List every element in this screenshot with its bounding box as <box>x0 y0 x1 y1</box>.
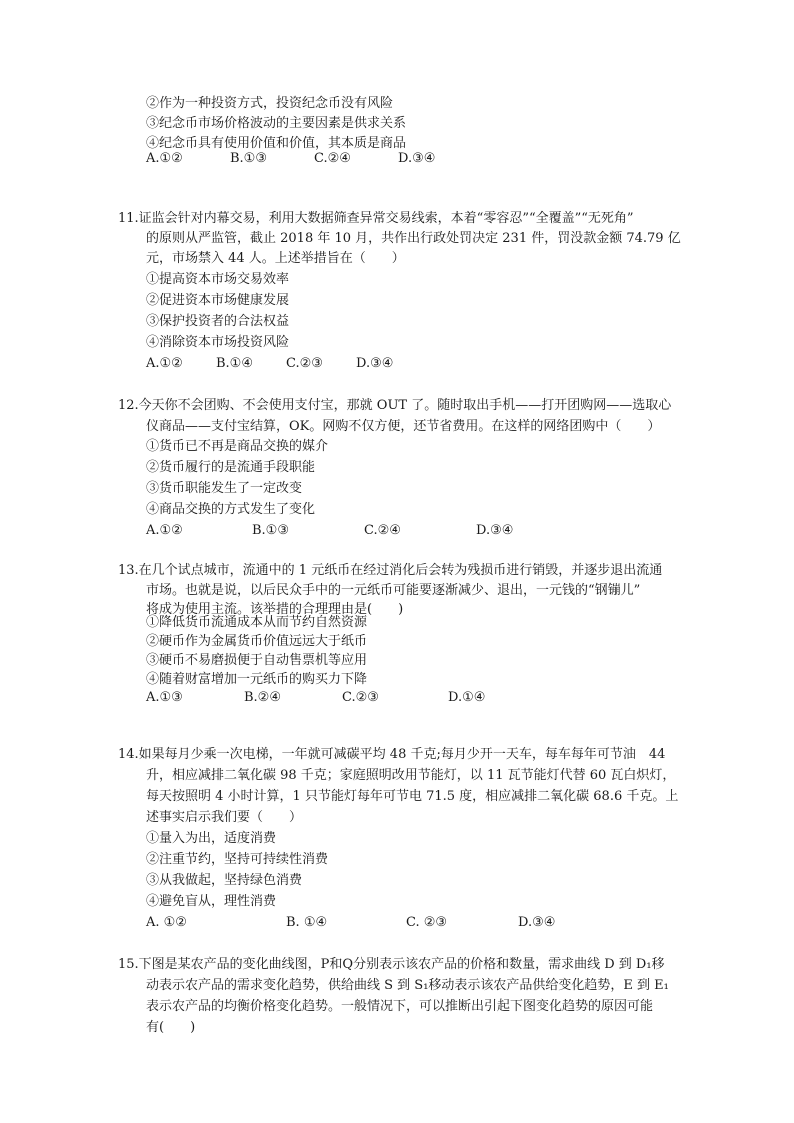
q13-choice-a[interactable]: A.①③ <box>146 690 183 705</box>
q14-option-1: ①量入为出，适度消费 <box>146 831 277 846</box>
q14-stem-line-1: 14.如果每月少乘一次电梯，一年就可减碳平均 48 千克;每月少开一天车，每车每年可节油 44 <box>118 747 666 762</box>
q13-option-3: ③硬币不易磨损便于自动售票机等应用 <box>146 653 368 668</box>
q14-option-3: ③从我做起，坚持绿色消费 <box>146 873 303 888</box>
q14-stem-line-4: 述事实启示我们要（ ） <box>146 810 303 825</box>
q14-stem-line-3: 每天按照明 4 小时计算，1 只节能灯每年可节电 71.5 度，相应减排二氧化碳 68.6 千克。上 <box>146 789 679 804</box>
q14-option-2: ②注重节约，坚持可持续性消费 <box>146 852 329 867</box>
q10-choice-c[interactable]: C.②④ <box>314 151 351 166</box>
q11-choice-d[interactable]: D.③④ <box>356 356 394 371</box>
q11-choice-a[interactable]: A.①② <box>146 356 183 371</box>
q11-choice-c[interactable]: C.②③ <box>286 356 323 371</box>
q13-option-2: ②硬币作为金属货币价值远远大于纸币 <box>146 634 368 649</box>
q12-option-2: ②货币履行的是流通手段职能 <box>146 460 316 475</box>
q12-option-4: ④商品交换的方式发生了变化 <box>146 502 316 517</box>
q12-choice-c[interactable]: C.②④ <box>364 523 401 538</box>
q12-stem-line-2: 仪商品——支付宝结算，OK。网购不仅方便，还节省费用。在这样的网络团购中（ ） <box>146 419 661 434</box>
q13-choices <box>146 688 485 708</box>
q11-option-3: ③保护投资者的合法权益 <box>146 314 290 329</box>
q10-choice-a[interactable]: A.①② <box>146 151 183 166</box>
q11-option-2: ②促进资本市场健康发展 <box>146 293 290 308</box>
q10-option-3: ③纪念币市场价格波动的主要因素是供求关系 <box>146 116 407 131</box>
q11-option-4: ④消除资本市场投资风险 <box>146 335 290 350</box>
q10-choice-b[interactable]: B.①③ <box>230 151 267 166</box>
q10-choice-d[interactable]: D.③④ <box>398 151 436 166</box>
q12-choice-a[interactable]: A.①② <box>146 523 183 538</box>
q12-stem-line-1: 12.今天你不会团购、不会使用支付宝，那就 OUT 了。随时取出手机——打开团购网——选取心 <box>118 398 672 413</box>
q14-option-4: ④避免盲从，理性消费 <box>146 894 277 909</box>
q13-choice-b[interactable]: B.②④ <box>244 690 281 705</box>
q15-stem-line-2: 动表示农产品的需求变化趋势，供给曲线 S 到 S₁移动表示该农产品供给变化趋势，E 到 E₁ <box>146 978 669 993</box>
q15-stem-line-1: 15.下图是某农产品的变化曲线图，P和Q分别表示该农产品的价格和数量，需求曲线 D 到 D₁移 <box>118 957 665 972</box>
q11-stem-line-1: 11.证监会针对内幕交易，利用大数据筛查异常交易线索，本着“零容忍”“全覆盖”“无死角” <box>118 211 634 226</box>
q14-choice-b[interactable]: B. ①④ <box>286 915 328 930</box>
q11-stem-line-3: 元，市场禁入 44 人。上述举措旨在（ ） <box>146 251 405 266</box>
q13-choice-d[interactable]: D.①④ <box>448 690 486 705</box>
q15-stem-line-4: 有( ) <box>146 1020 196 1035</box>
q13-choice-c[interactable]: C.②③ <box>342 690 379 705</box>
q14-choice-c[interactable]: C. ②③ <box>406 915 448 930</box>
q13-stem-line-2: 市场。也就是说，以后民众手中的一元纸币可能要逐渐减少、退出，一元钱的“钢镚儿” <box>146 583 641 598</box>
q13-option-1: ①降低货币流通成本从而节约自然资源 <box>146 615 368 630</box>
q14-stem-line-2: 升，相应减排二氧化碳 98 千克；家庭照明改用节能灯，以 11 瓦节能灯代替 60 瓦白炽灯， <box>146 768 676 783</box>
q14-choice-d[interactable]: D.③④ <box>518 915 556 930</box>
q11-stem-line-2: 的原则从严监管，截止 2018 年 10 月，共作出行政处罚决定 231 件，罚没款金额 74.79 亿 <box>146 231 681 246</box>
q13-stem-line-3: 将成为使用主流。该举措的合理理由是( ) <box>146 602 404 617</box>
q14-choices <box>146 913 555 933</box>
q11-choices <box>146 354 393 374</box>
q12-choice-b[interactable]: B.①③ <box>252 523 289 538</box>
q13-stem-line-1: 13.在几个试点城市，流通中的 1 元纸币在经过消化后会转为残损币进行销毁，并逐步退出流通 <box>118 563 663 578</box>
q10-choices <box>146 149 435 169</box>
q15-stem-line-3: 表示农产品的均衡价格变化趋势。一般情况下，可以推断出引起下图变化趋势的原因可能 <box>146 999 654 1014</box>
q11-choice-b[interactable]: B.①④ <box>216 356 253 371</box>
q11-option-1: ①提高资本市场交易效率 <box>146 272 290 287</box>
q14-choice-a[interactable]: A. ①② <box>146 915 187 930</box>
q12-option-1: ①货币已不再是商品交换的媒介 <box>146 439 329 454</box>
q10-option-4: ④纪念币具有使用价值和价值，其本质是商品 <box>146 136 407 151</box>
q12-choice-d[interactable]: D.③④ <box>476 523 514 538</box>
q10-option-2: ②作为一种投资方式，投资纪念币没有风险 <box>146 96 394 111</box>
q13-option-4: ④随着财富增加一元纸币的购买力下降 <box>146 672 368 687</box>
q12-option-3: ③货币职能发生了一定改变 <box>146 481 303 496</box>
q12-choices <box>146 521 513 541</box>
